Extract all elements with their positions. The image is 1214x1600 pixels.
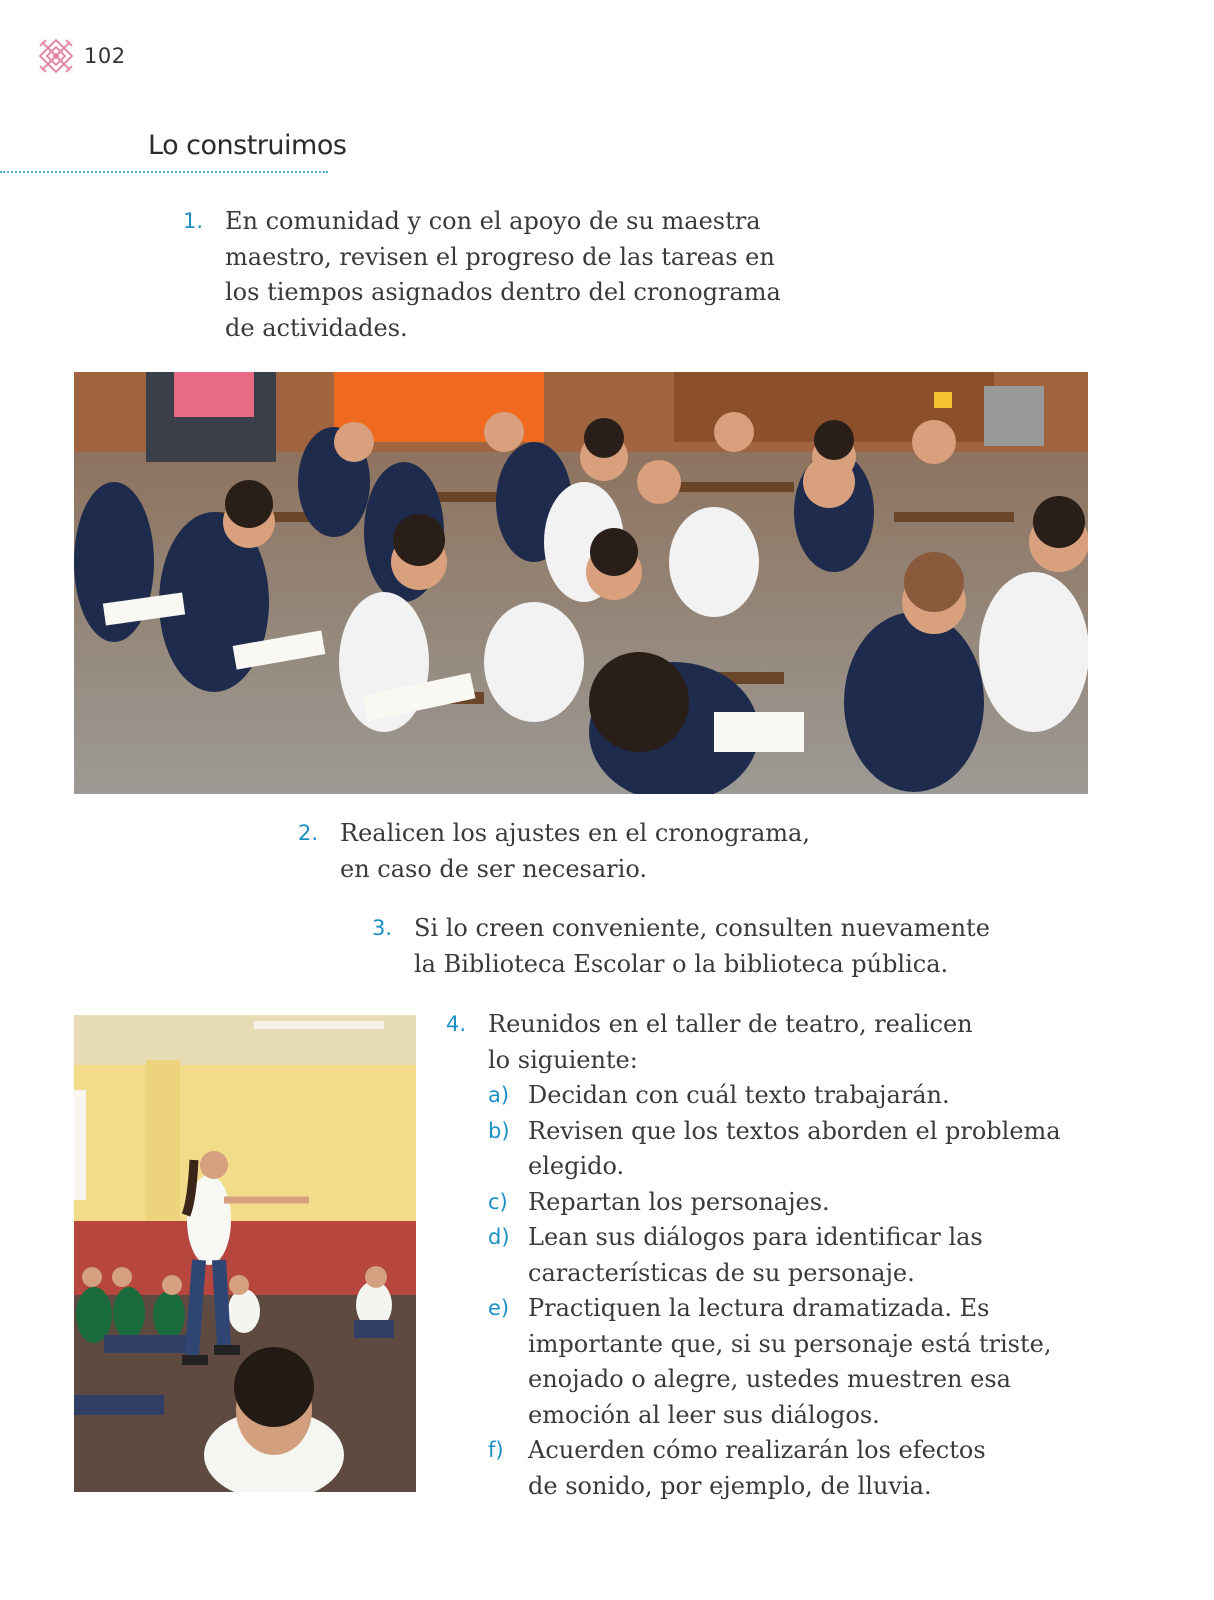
- step-number: 1.: [183, 209, 204, 233]
- woven-star-ornament-icon: [38, 38, 74, 74]
- step-text: Reunidos en el taller de teatro, realicen lo siguiente:: [488, 1010, 973, 1074]
- list-item-c: [488, 1185, 1086, 1221]
- page-header: [38, 38, 126, 74]
- list-item-a: [488, 1078, 1086, 1114]
- step-number: 2.: [298, 821, 319, 845]
- step-text: En comunidad y con el apoyo de su maestra maestro, revisen el progreso de las tareas en los tiempos asignados dentro del cronograma de actividades.: [225, 207, 781, 342]
- step-4-sublist: [488, 1078, 1086, 1504]
- classroom-photo: [74, 372, 1088, 794]
- list-letter: b): [488, 1118, 510, 1143]
- step-1: [183, 204, 823, 346]
- title-dotted-rule: [0, 171, 328, 173]
- list-item-e: [488, 1291, 1086, 1433]
- step-3: [372, 911, 1052, 982]
- list-item-b: [488, 1114, 1086, 1185]
- step-number: 4.: [446, 1012, 467, 1036]
- step-text: Si lo creen conveniente, consulten nuevamente la Biblioteca Escolar o la biblioteca pública.: [414, 914, 990, 978]
- list-letter: f): [488, 1438, 504, 1462]
- list-letter: a): [488, 1083, 510, 1107]
- list-item-text: Acuerden cómo realizarán los efectos de sonido, por ejemplo, de lluvia.: [528, 1436, 986, 1500]
- list-item-text: Lean sus diálogos para identificar las características de su personaje.: [528, 1223, 983, 1287]
- section-title: Lo construimos: [148, 130, 347, 161]
- list-letter: e): [488, 1296, 510, 1320]
- list-item-d: [488, 1220, 1086, 1291]
- list-letter: c): [488, 1189, 508, 1214]
- page-number: 102: [84, 44, 126, 68]
- step-4: [446, 1007, 1086, 1504]
- list-item-text: Repartan los personajes.: [528, 1187, 830, 1216]
- theater-workshop-photo: [74, 1015, 416, 1492]
- list-letter: d): [488, 1225, 510, 1249]
- list-item-text: Practiquen la lectura dramatizada. Es importante que, si su personaje está triste, enojado o alegre, ustedes muestren esa emoción al leer sus diálogos.: [528, 1294, 1052, 1429]
- step-2: [298, 816, 858, 887]
- list-item-text: Revisen que los textos aborden el problema elegido.: [528, 1116, 1061, 1180]
- step-text: Realicen los ajustes en el cronograma, en caso de ser necesario.: [340, 819, 810, 883]
- list-item-text: Decidan con cuál texto trabajarán.: [528, 1081, 950, 1109]
- step-number: 3.: [372, 916, 393, 940]
- list-item-f: [488, 1433, 1086, 1504]
